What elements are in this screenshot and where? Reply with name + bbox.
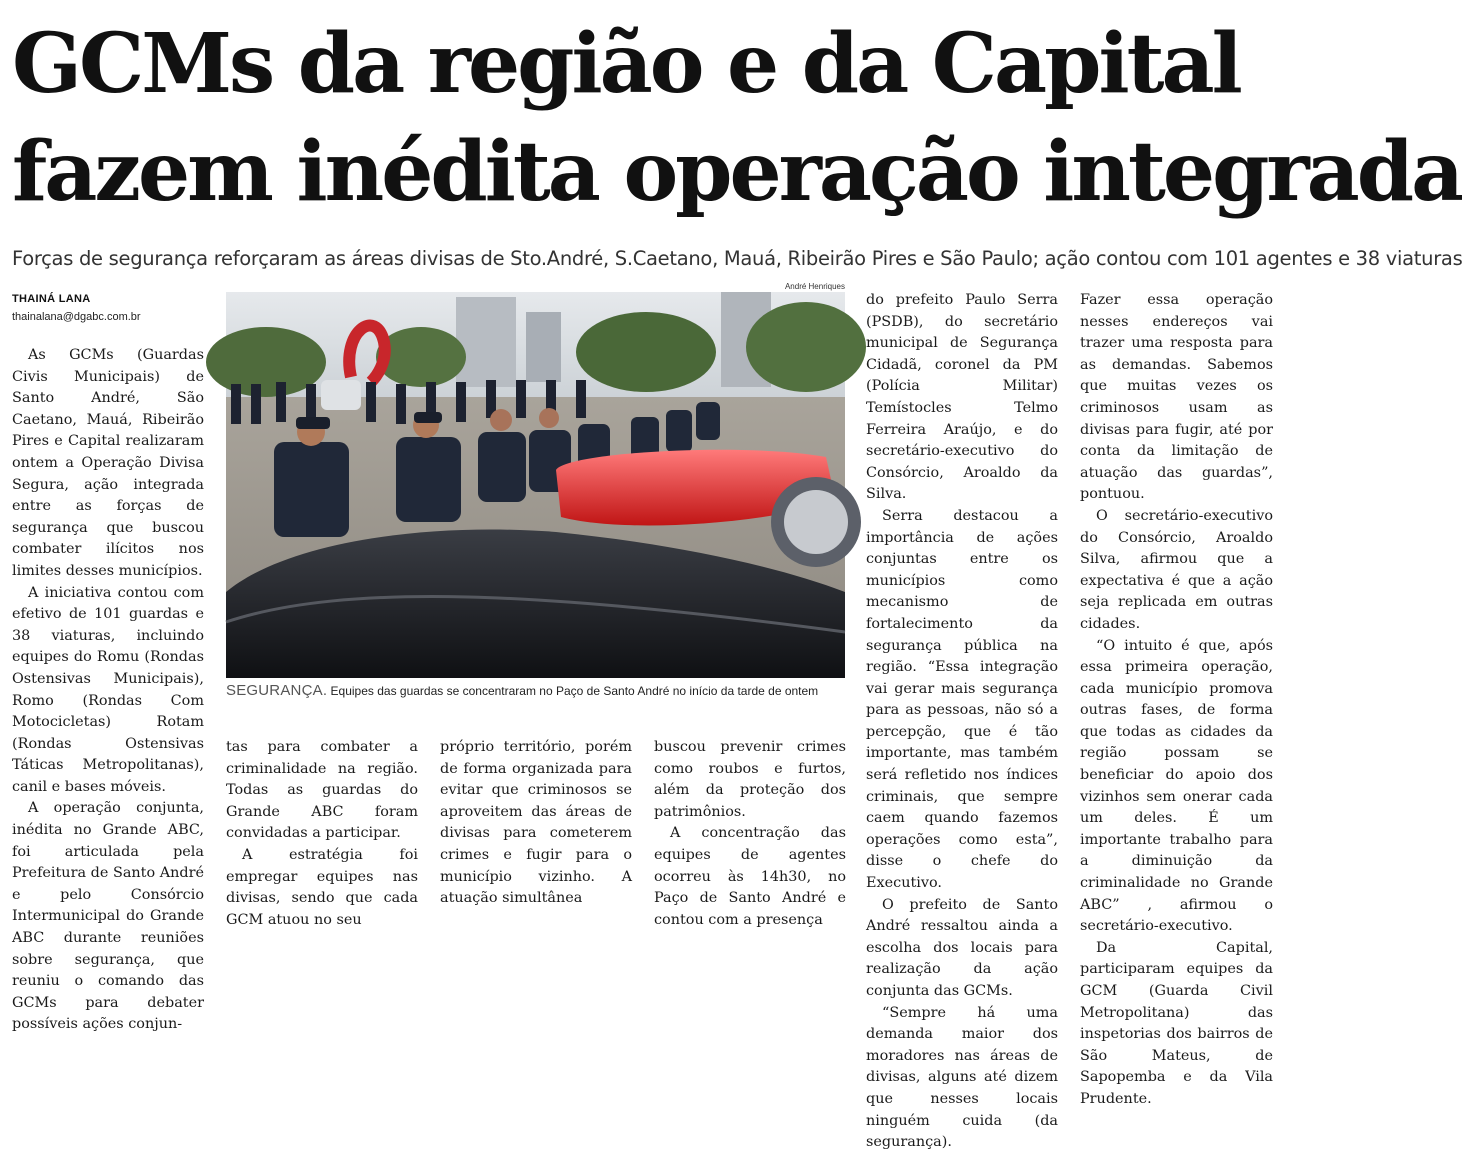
news-photo bbox=[226, 292, 845, 678]
photo-credit: André Henriques bbox=[784, 282, 845, 291]
paragraph: Serra destacou a importância de ações conjuntas entre os municípios como mecanismo de fortalecimento da segurança pública na região. “Essa integração vai gerar mais segurança para as pessoas, não só a percepção, que é tão importante, mas também será refletido nos índices criminais, que sempre caem quando fazemos operações como esta”, disse o chefe do Executivo. bbox=[866, 507, 1058, 892]
paragraph: O secretário-executivo do Consórcio, Aroaldo Silva, afirmou que a expectativa é que a ação seja replicada em outras cidades. bbox=[1080, 507, 1273, 632]
subheadline: Forças de segurança reforçaram as áreas divisas de Sto.André, S.Caetano, Mauá, Ribeirão Pires e São Paulo; ação contou com 101 agentes e 38 viaturas bbox=[12, 247, 1462, 270]
byline bbox=[12, 293, 212, 323]
article-column-4 bbox=[654, 737, 846, 928]
paragraph: “O intuito é que, após essa primeira operação, cada município promova outras fases, de forma que todas as cidades da região possam se beneficiar do apoio dos vizinhos sem onerar cada um deles. É um importante trabalho para a diminuição da criminalidade no Grande ABC” , afirmou o secretário-executivo. bbox=[1080, 637, 1273, 935]
paragraph: do prefeito Paulo Serra (PSDB), do secretário municipal de Segurança Cidadã, coronel da PM (Polícia Militar) Temístocles Telmo Ferreira Araújo, e do secretário-executivo do Consórcio, Aroaldo da Silva. bbox=[866, 292, 1058, 503]
headline bbox=[12, 10, 1462, 226]
paragraph: As GCMs (Guardas Civis Municipais) de Santo André, São Caetano, Mauá, Ribeirão Pires e Capital realizaram ontem a Operação Divisa Segura, ação integrada entre as forças de segurança que buscou combater ilícitos nos limites desses municípios. bbox=[12, 347, 204, 579]
paragraph: O prefeito de Santo André ressaltou ainda a escolha dos locais para realização da ação conjunta das GCMs. bbox=[866, 896, 1058, 999]
paragraph: “Sempre há uma demanda maior dos moradores nas áreas de divisas, alguns até dizem que nesses locais ninguém cuida (da segurança). bbox=[866, 1004, 1058, 1151]
paragraph: Da Capital, participaram equipes da GCM (Guarda Civil Metropolitana) das inspetorias dos bairros de São Mateus, de Sapopemba e da Vila Prudente. bbox=[1080, 939, 1273, 1107]
caption-text: Equipes das guardas se concentraram no Paço de Santo André no início da tarde de ontem bbox=[327, 684, 819, 698]
paragraph: A operação conjunta, inédita no Grande ABC, foi articulada pela Prefeitura de Santo André e pelo Consórcio Intermunicipal do Grande ABC durante reuniões sobre segurança, que reuniu o comando das GCMs para debater possíveis ações conjun- bbox=[12, 800, 204, 1033]
article-column-6 bbox=[1080, 290, 1273, 1107]
headline-line-2: fazem inédita operação integrada bbox=[12, 124, 1462, 220]
paragraph: A iniciativa contou com efetivo de 101 guardas e 38 viaturas, incluindo equipes do Romu (Rondas Ostensivas Municipais), Romo (Rondas Com Motocicletas) Rotam (Rondas Ostensivas Táticas Metropolitanas), canil e bases móveis. bbox=[12, 584, 204, 795]
paragraph: A estratégia foi empregar equipes nas divisas, sendo que cada GCM atuou no seu bbox=[226, 846, 418, 928]
article-column-2 bbox=[226, 737, 418, 928]
author-name: THAINÁ LANA bbox=[12, 293, 91, 305]
author-email: thainalana@dgabc.com.br bbox=[12, 311, 141, 323]
paragraph: próprio território, porém de forma organizada para evitar que criminosos se aproveitem das áreas de divisas para cometerem crimes e fugir para o município vizinho. A atuação simultânea bbox=[440, 739, 632, 907]
article-column-1 bbox=[12, 345, 204, 1033]
caption-kicker: SEGURANÇA. bbox=[226, 682, 328, 699]
article-column-3 bbox=[440, 737, 632, 907]
article-column-5 bbox=[866, 290, 1058, 1151]
photo-caption bbox=[226, 682, 856, 699]
paragraph: A concentração das equipes de agentes ocorreu às 14h30, no Paço de Santo André e contou com a presença bbox=[654, 825, 846, 928]
photo-illustration bbox=[226, 292, 845, 678]
paragraph: tas para combater a criminalidade na região. Todas as guardas do Grande ABC foram convidadas a participar. bbox=[226, 739, 418, 842]
paragraph: buscou prevenir crimes como roubos e furtos, além da proteção dos patrimônios. bbox=[654, 739, 846, 820]
paragraph: Fazer essa operação nesses endereços vai trazer uma resposta para as demandas. Sabemos que muitas vezes os criminosos usam as divisas para fugir, até por conta da limitação de atuação das guardas”, pontuou. bbox=[1080, 292, 1273, 503]
headline-line-1: GCMs da região e da Capital bbox=[12, 16, 1240, 112]
